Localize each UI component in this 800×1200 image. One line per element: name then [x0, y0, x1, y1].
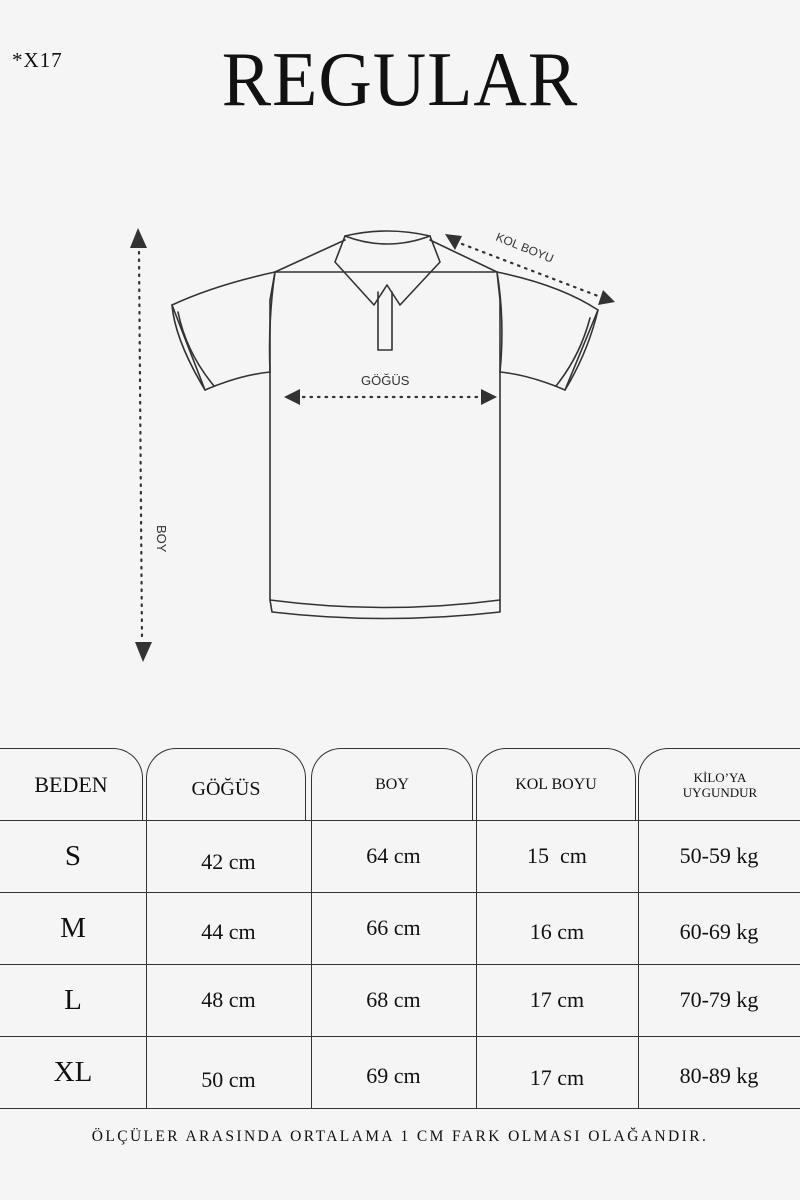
row-l-boy: 68 cm [366, 987, 421, 1012]
kol-boyu-label: KOL BOYU [493, 229, 556, 266]
shirt-body [270, 300, 500, 608]
row-s-kol: 15 cm [527, 843, 587, 868]
measurement-note: ÖLÇÜLER ARASINDA ORTALAMA 1 CM FARK OLMASI OLAĞANDIR. [91, 1128, 709, 1145]
header-kol-boyu: KOL BOYU [476, 748, 636, 821]
row-xl-gogus: 50 cm [201, 1067, 256, 1092]
row-m-boy: 66 cm [366, 915, 421, 940]
gogus-label: GÖĞÜS [361, 373, 410, 388]
row-s-size: S [64, 839, 82, 872]
row-m-size: M [60, 911, 86, 944]
row-xl-kilo: 80-89 kg [679, 1063, 759, 1088]
header-beden: BEDEN [0, 748, 143, 821]
row-l-size: L [64, 983, 82, 1016]
row-l-gogus: 48 cm [201, 987, 256, 1012]
row-xl-boy: 69 cm [366, 1063, 421, 1088]
row-m-kol: 16 cm [529, 919, 585, 944]
row-l-kol: 17 cm [529, 987, 585, 1012]
header-gogus: GÖĞÜS [146, 748, 306, 820]
header-boy: BOY [311, 748, 473, 821]
boy-label: BOY [154, 525, 169, 553]
left-sleeve [172, 272, 275, 390]
header-kilo: KİLO’YA UYGUNDUR [638, 748, 800, 821]
product-code: *X17 [12, 48, 63, 72]
gogus-arrow [284, 389, 497, 405]
collar [335, 236, 440, 305]
row-s-gogus: 42 cm [201, 849, 256, 874]
row-xl-kol: 17 cm [529, 1065, 585, 1090]
placket [378, 292, 392, 350]
size-table [0, 740, 800, 1110]
row-xl-size: XL [53, 1055, 93, 1088]
row-m-kilo: 60-69 kg [679, 919, 759, 944]
row-l-kilo: 70-79 kg [679, 987, 759, 1012]
row-s-kilo: 50-59 kg [679, 843, 759, 868]
row-m-gogus: 44 cm [201, 919, 256, 944]
page-title: REGULAR [221, 36, 579, 124]
row-s-boy: 64 cm [366, 843, 421, 868]
